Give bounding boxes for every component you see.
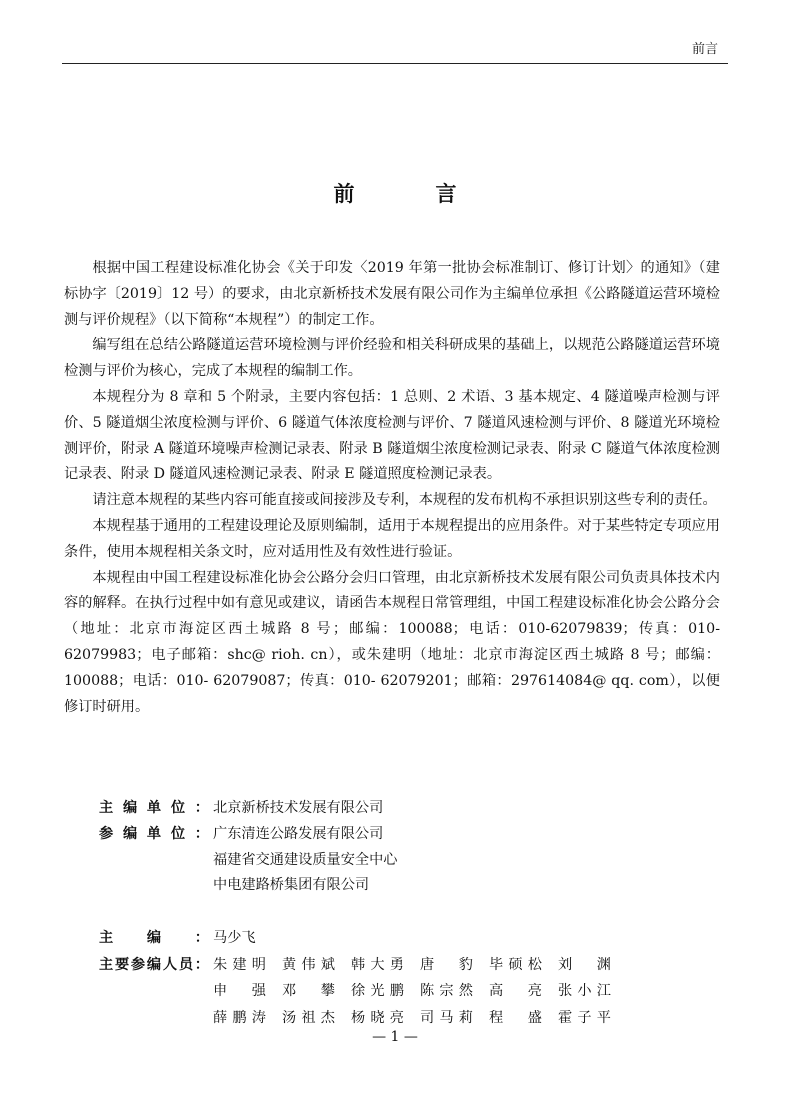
paragraph: 本规程基于通用的工程建设理论及原则编制，适用于本规程提出的应用条件。对于某些特定专项应用条件，使用本规程相关条文时，应对适用性及有效性进行验证。: [64, 517, 720, 560]
participant-name: 程盛: [489, 1009, 542, 1026]
participant-name: 朱建明: [213, 956, 266, 973]
participating-unit: 广东清连公路发展有限公司: [213, 825, 384, 842]
page-title: 前 言: [333, 182, 487, 206]
organizations-list: [99, 796, 397, 899]
chief-unit-value: 北京新桥技术发展有限公司: [213, 800, 384, 816]
participant-name: 杨晓亮: [351, 1009, 404, 1026]
participant-name: 韩大勇: [351, 956, 404, 973]
main-participants-label: 主要参编人员：: [99, 956, 209, 973]
header-rule: [62, 63, 728, 64]
participant-name: 徐光鹏: [351, 983, 404, 999]
participant-name: 张小江: [558, 983, 611, 999]
chief-unit-row: [99, 796, 397, 822]
participant-name: 司马莉: [420, 1009, 473, 1026]
paragraph: 本规程分为 8 章和 5 个附录，主要内容包括：1 总则、2 术语、3 基本规定、4 隧道噪声检测与评价、5 隧道烟尘浓度检测与评价、6 隧道气体浓度检测与评价、7 隧道风速检测与评价、8 隧道光环境检测评价，附录 A 隧道环境噪声检测记录表、附录 B 隧道烟尘浓度检测记录表、附录 C 隧道气体浓度检测记录表、附录 D 隧道风速检测记录表、附录 E 隧道照度检测记录表。: [64, 388, 720, 483]
participant-name: 申强: [213, 983, 266, 999]
paragraph: 本规程由中国工程建设标准化协会公路分会归口管理，由北京新桥技术发展有限公司负责具体技术内容的解释。在执行过程中如有意见或建议，请函告本规程日常管理组，中国工程建设标准化协会公路分会（地址：北京市海淀区西土城路 8 号；邮编：100088；电话：010-62079839；传真：010-62079983；电子邮箱：shc@ rioh. cn），或朱建明（地址：北京市海淀区西土城路 8 号；邮编：100088；电话：010- 62079087；传真：010- 62079201；邮箱：297614084@ qq. com），以便修订时研用。: [64, 569, 720, 715]
chief-unit-label: 主编单位：: [99, 800, 209, 816]
preface-body: [64, 256, 720, 720]
participant-names: [213, 952, 627, 1032]
chief-editor-label: 主编：: [99, 930, 209, 946]
participating-unit: 福建省交通建设质量安全中心: [213, 851, 398, 868]
paragraph: 编写组在总结公路隧道运营环境检测与评价经验和相关科研成果的基础上，以规范公路隧道运营环境检测与评价为核心，完成了本规程的编制工作。: [64, 337, 720, 380]
main-participants-row: [99, 952, 627, 1032]
running-head: 前言: [691, 42, 718, 57]
editors-list: [99, 925, 627, 1031]
participating-units-label: 参编单位：: [99, 825, 209, 842]
participant-name: 薛鹏涛: [213, 1009, 266, 1026]
participant-name: 高亮: [489, 983, 542, 999]
participating-units-row: [99, 822, 397, 899]
participating-unit: 中电建路桥集团有限公司: [213, 877, 370, 894]
paragraph: 请注意本规程的某些内容可能直接或间接涉及专利，本规程的发布机构不承担识别这些专利的责任。: [92, 492, 717, 509]
participant-name: 刘渊: [558, 956, 611, 973]
chief-editor-row: [99, 925, 627, 952]
paragraph: 根据中国工程建设标准化协会《关于印发〈2019 年第一批协会标准制订、修订计划〉的通知》（建标协字〔2019〕12 号）的要求，由北京新桥技术发展有限公司作为主编单位承担《公路隧道运营环境检测与评价规程》（以下简称“本规程”）的制定工作。: [64, 260, 720, 328]
participant-name: 陈宗然: [420, 983, 473, 999]
participant-name: 邓攀: [282, 983, 335, 999]
participant-name: 汤祖杰: [282, 1009, 335, 1026]
participant-name: 黄伟斌: [282, 956, 335, 973]
participant-name: 毕硕松: [489, 956, 542, 973]
chief-editor-value: 马少飞: [213, 930, 256, 946]
participant-name: 霍子平: [558, 1009, 611, 1026]
page-number: — 1 —: [372, 1029, 418, 1045]
participant-name: 唐豹: [420, 956, 473, 973]
